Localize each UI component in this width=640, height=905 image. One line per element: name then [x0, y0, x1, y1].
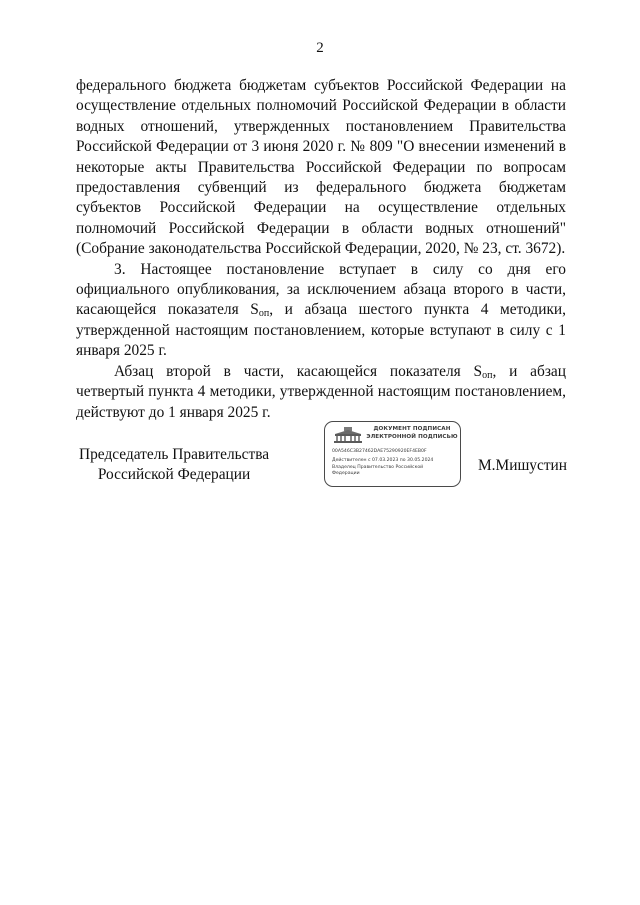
esign-header: ДОКУМЕНТ ПОДПИСАН ЭЛЕКТРОННОЙ ПОДПИСЬЮ [366, 426, 458, 440]
electronic-signature-stamp [324, 421, 461, 487]
signer-title: Председатель Правительства Российской Федерации [79, 446, 270, 484]
document-body [76, 76, 566, 423]
certificate-number: 00A546C3B27462DAE75290920EF4EB0F [332, 449, 427, 454]
certificate-owner-line-1: Владелец Правительство Российской [332, 465, 424, 470]
certificate-validity: Действителен с 07.03.2023 по 30.05.2024 [332, 458, 434, 463]
certificate-owner-line-2: Федерации [332, 471, 360, 476]
paragraph-effective-date: 3. Настоящее постановление вступает в силу со дня его официального опубликования, за исключением абзаца второго в части, касающейся показателя $S_{оп}$, и абзаца шестого пункта 4 методики, утвержденной настоящим постановлением, которые вступают в силу с 1 января 2025 г. [76, 260, 567, 360]
signer-name: М.Мишустин [478, 457, 568, 474]
paragraph-continuation: федерального бюджета бюджетам субъектов Российской Федерации на осуществление отдельных полномочий Российской Федерации в области водных отношений, утвержденных постановлением Правительства Российской Федерации от 3 июня 2020 г. № 809 "О внесении изменений в некоторые акты Правительства Российской Федерации по вопросам предоставления субвенций из федерального бюджета бюджетам субъектов Российской Федерации на осуществление отдельных полномочий Российской Федерации в области водных отношений" (Собрание законодательства Российской Федерации, 2020, № 23, ст. 3672). [76, 77, 566, 258]
page-number: 2 [316, 40, 324, 56]
government-building-icon [333, 426, 363, 444]
paragraph-valid-until: Абзац второй в части, касающейся показателя $S_{оп}$, и абзац четвертый пункта 4 методики, утвержденной настоящим постановлением, действуют до 1 января 2025 г. [76, 362, 566, 421]
